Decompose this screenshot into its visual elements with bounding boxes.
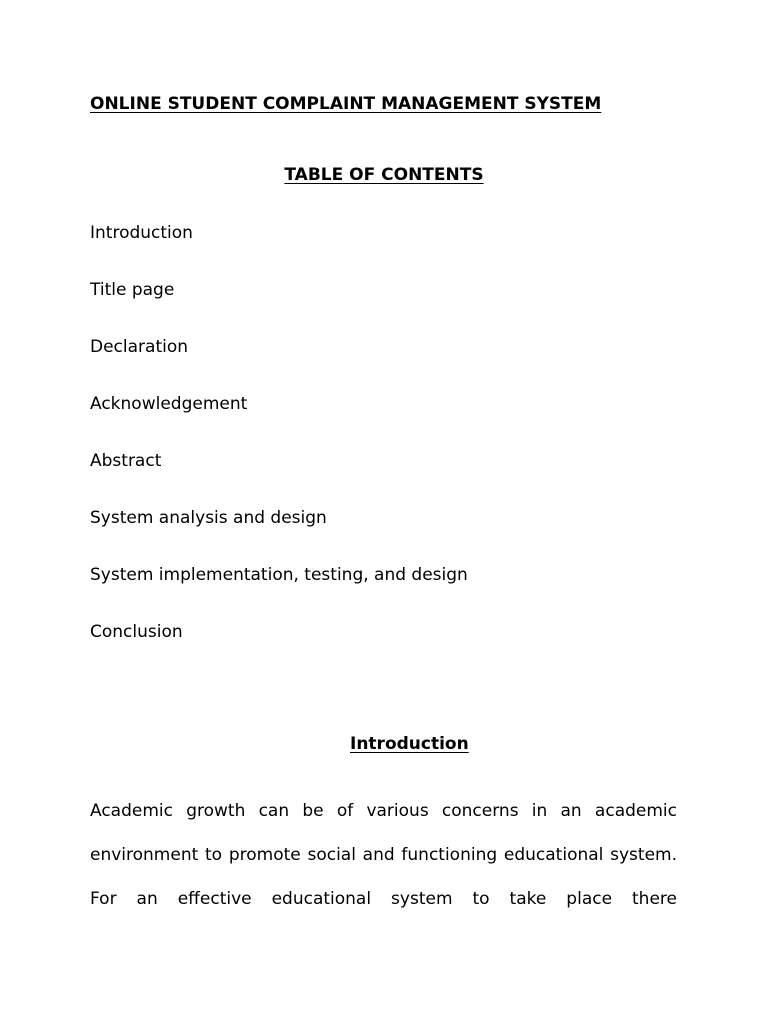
toc-item-system-implementation: System implementation, testing, and design	[90, 565, 468, 585]
toc-item-introduction: Introduction	[90, 223, 193, 243]
toc-item-system-analysis: System analysis and design	[90, 508, 327, 528]
toc-heading: TABLE OF CONTENTS	[284, 165, 484, 185]
table-of-contents	[90, 222, 468, 678]
toc-item-acknowledgement: Acknowledgement	[90, 394, 248, 414]
introduction-paragraph: Academic growth can be of various concerns in an academic environment to promote social and functioning educational system. For an effective educational system to take place there	[90, 801, 677, 909]
toc-item-title-page: Title page	[90, 280, 175, 300]
document-title: ONLINE STUDENT COMPLAINT MANAGEMENT SYSTEM	[90, 94, 602, 114]
section-heading-introduction: Introduction	[350, 734, 469, 754]
toc-item-abstract: Abstract	[90, 451, 162, 471]
toc-item-declaration: Declaration	[90, 337, 189, 357]
toc-item-conclusion: Conclusion	[90, 622, 183, 642]
